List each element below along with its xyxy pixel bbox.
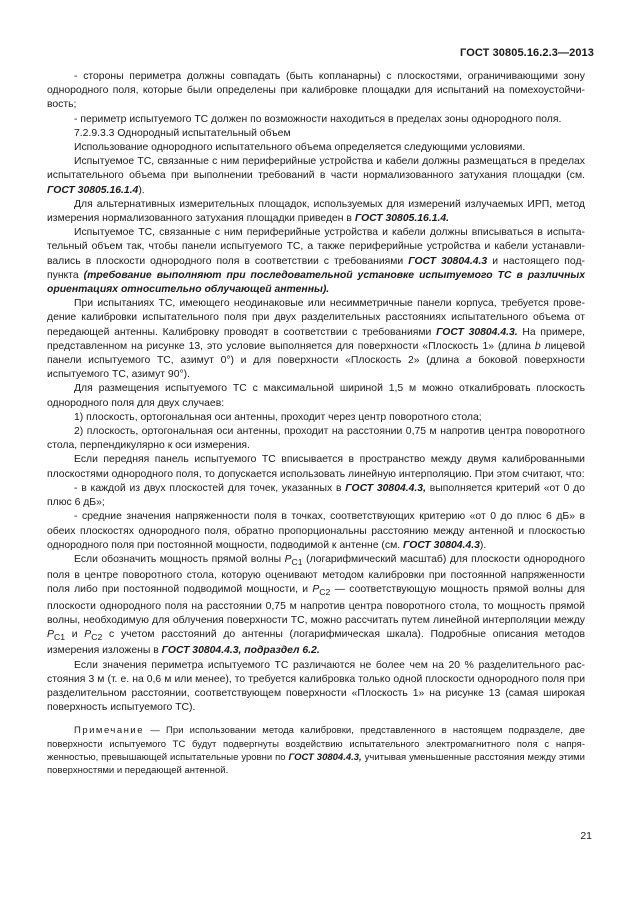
list-item: 2) плоскость, ортогональная оси антенны, проходит на расстоянии 0,75 м напротив центра поворотного стола, перпендикулярно к оси измерения.	[47, 426, 585, 452]
paragraph: Если обозначить мощность прямой волны $P_{C1}$ (логарифмический масштаб) для плоскости однородного поля в центре поворотного стола, которую оценивают методом калибровки при постоянной напряженности поля либо при постоянной подводимой мощности, и $P_{C2}$ — соответствующую мощность прямой волны для плоскости однородного поля на расстоянии 0,75 м напротив центра поворотного стола, то мощность прямой волны, необходимую для облучения поверхности ТС, можно рассчитать путем линейной интерполяции между $P_{C1}$ и $P_{C2}$ с учетом расстояний до антенны (логарифмическая шкала). Подробные описания методов измерения изложены в ГОСТ 30804.4.3, подраздел 6.2.	[47, 553, 586, 657]
standard-reference: ГОСТ 30804.4.3,	[345, 482, 426, 494]
standard-reference: ГОСТ 30804.4.3	[408, 255, 488, 267]
standard-reference: ГОСТ 30805.16.1.4	[47, 184, 139, 196]
paragraph: Если передняя панель испытуемого ТС вписывается в пространство между двумя калиброванными плоскостями однородного поля, то допускается использовать линейную интерполяцию. При этом считают, что:	[47, 454, 585, 480]
paragraph: - средние значения напряженности поля в точках, соответствующих критерию «от 0 до плюс 6 дБ» в обеих плоскостях однородного поля, обратно пропорциональны расстоянию между антенной и плоскостью однородного поля при постоянной мощности, подводимой к антенне (см. ГОСТ 30804.4.3).	[47, 511, 585, 551]
list-item: 1) плоскость, ортогональная оси антенны, проходит через центр поворотного стола;	[74, 411, 482, 423]
paragraph: Испытуемое ТС, связанные с ним периферийные устройства и кабели должны вписываться в испытательный объем так, чтобы панели испытуемого ТС, а также периферийные устройства и кабели устанавливались в плоскости однородного поля в соответствии с требованиями ГОСТ 30804.4.3 и настоящего подпункта (требование выполняют при последовательной установке испытуемого ТС в различных ориентациях относительно облучающей антенны).	[47, 227, 586, 296]
document-header: ГОСТ 30805.16.2.3—2013	[460, 47, 594, 59]
standard-reference: ГОСТ 30804.4.3, подраздел 6.2.	[161, 645, 320, 657]
standard-reference: ГОСТ 30804.4.3	[403, 539, 480, 551]
standard-reference: ГОСТ 30804.4.3.	[436, 326, 518, 338]
page-number: 21	[580, 830, 592, 842]
note-paragraph: Примечание — При использовании метода калибровки, представленного в настоящем подразделе, две поверхности испытуемого ТС будут подвергнуты воздействию испытательного электромагнитного поля с напряженностью, превышающей испытательные уровни по ГОСТ 30804.4.3, учитывая уменьшенные расстояния между этими поверхностями и передающей антенной.	[47, 725, 585, 776]
paragraph: Для альтернативных измерительных площадок, используемых для измерений излучаемых ИРП, метод измерения нормализованного затухания площадки приведен в ГОСТ 30805.16.1.4.	[47, 198, 585, 225]
paragraph: Использование однородного испытательного объема определяется следующими условиями.	[74, 142, 526, 154]
paragraph: - в каждой из двух плоскостей для точек, указанных в ГОСТ 30804.4.3, выполняется критерий «от 0 до плюс 6 дБ»;	[47, 482, 586, 509]
document-body	[47, 70, 585, 777]
emphasis-text: (требование выполняют при последовательной установке испытуемого ТС в различных ориентациях относительно облучающей антенны).	[47, 269, 586, 296]
note-label: Примечание	[74, 725, 144, 737]
standard-reference: ГОСТ 30804.4.3,	[288, 751, 362, 763]
section-heading: 7.2.9.3.3 Однородный испытательный объем	[74, 127, 291, 139]
paragraph: При испытаниях ТС, имеющего неодинаковые или несимметричные панели корпуса, требуется проведение калибровки испытательного поля при двух разделительных расстояниях испытательного объема от передающей антенны. Калибровку проводят в соответствии с требованиями ГОСТ 30804.4.3. На примере, представленном на рисунке 13, это условие выполняется для поверхности «Плоскость 1» (длина b лицевой панели испытуемого ТС, азимут 0°) и для поверхности «Плоскость 2» (длина a боковой поверхности испытуемого ТС, азимут 90°).	[47, 298, 586, 381]
paragraph: Если значения периметра испытуемого ТС различаются не более чем на 20 % разделительного расстояния 3 м (т. е. на 0,6 м или менее), то требуется калибровка только одной плоскости однородного поля при разделительном расстоянии, соответствующем поверхности «Плоскость 1» на рисунке 13 (самая широкая поверхность испытуемого ТС).	[47, 659, 585, 714]
paragraph: Для размещения испытуемого ТС с максимальной шириной 1,5 м можно откалибровать плоскость однородного поля для двух случаев:	[47, 383, 585, 409]
paragraph: Испытуемое ТС, связанные с ним периферийные устройства и кабели должны размещаться в пределах испытательного объема при выполнении требований в части нормализованного затухания площадки (см. ГОСТ 30805.16.1.4).	[47, 156, 585, 196]
paragraph: - стороны периметра должны совпадать (быть копланарны) с плоскостями, ограничивающими зону однородного поля, которые были определены при калибровке площадки для испытаний на помехоустойчивость;	[47, 71, 585, 111]
standard-reference: ГОСТ 30805.16.1.4.	[354, 213, 450, 225]
paragraph: - периметр испытуемого ТС должен по возможности находиться в пределах зоны однородного поля.	[74, 113, 562, 125]
